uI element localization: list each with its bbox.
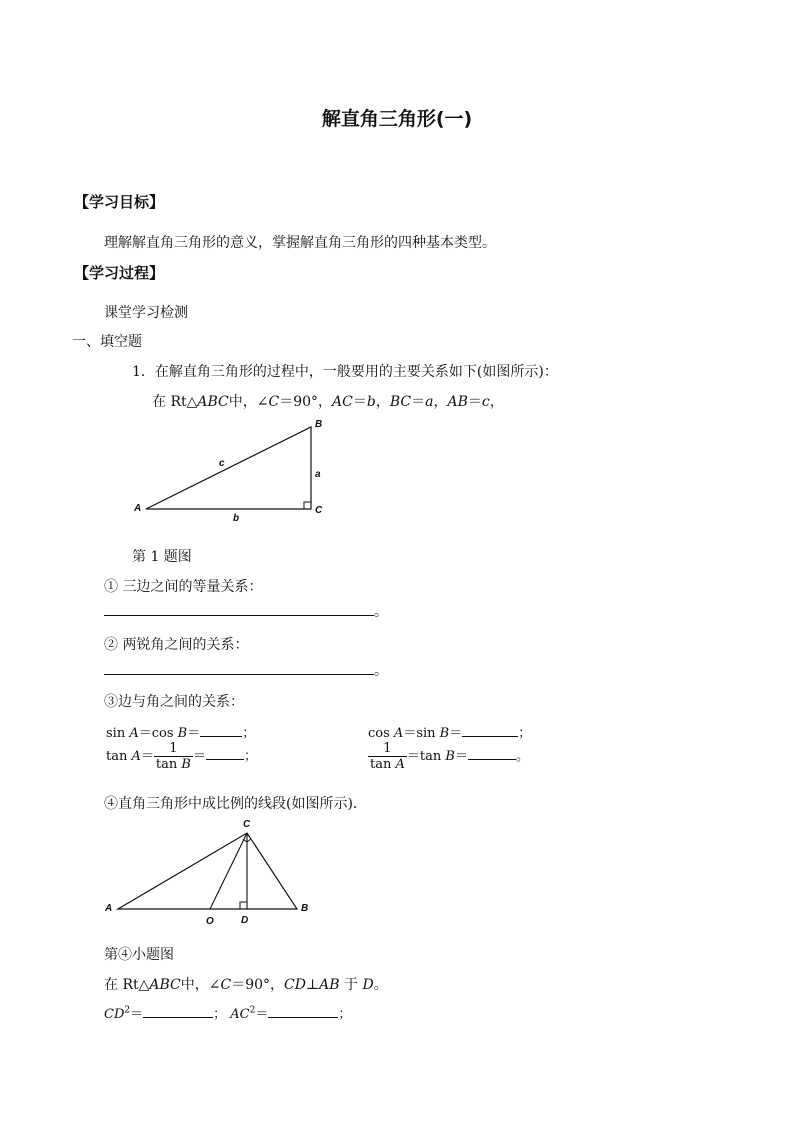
figure-1-vertex-a: A — [134, 503, 142, 514]
answer-blank[interactable] — [104, 601, 374, 616]
proportion-blanks: $CD^2=$ ； $AC^2=$ ； — [104, 1003, 351, 1022]
figure-2-vertex-b: B — [301, 903, 309, 914]
figure-1-caption: 第 1 题图 — [132, 549, 192, 565]
segment-co — [210, 833, 247, 909]
right-angle-marker-c — [304, 502, 311, 509]
figure-1-side-c: c — [219, 458, 225, 469]
answer-blank[interactable] — [268, 1003, 338, 1018]
formula-one-over-tan-a: $\frac{1}{\text{tan A}}$ ＝tan B＝ 。 — [370, 741, 529, 772]
item-4-label: ④直角三角形中成比例的线段(如图所示)． — [104, 796, 367, 812]
process-heading: 【学习过程】 — [74, 264, 165, 282]
item-2-answer-line: 。 — [104, 660, 388, 680]
fraction-one-over-tan-a: $\frac{1}{\text{tan A}}$ — [370, 741, 405, 772]
figure-2-condition: 在 Rt△ABC中，∠C＝90°，CD⊥AB 于 D。 — [104, 977, 388, 993]
goal-heading: 【学习目标】 — [74, 193, 165, 211]
figure-1-side-b: b — [233, 513, 240, 524]
answer-blank[interactable] — [462, 722, 518, 737]
figure-2-vertex-d: D — [241, 915, 249, 926]
classroom-check-label: 课堂学习检测 — [104, 305, 188, 321]
figure-1-vertex-c: C — [315, 505, 323, 516]
formula-cos-a: cos A＝sin B＝ ； — [368, 722, 531, 741]
item-1-label: ① 三边之间的等量关系： — [104, 579, 263, 595]
figure-2-vertex-c: C — [243, 819, 251, 830]
triangle-abc-shape — [146, 427, 311, 509]
answer-blank[interactable] — [200, 722, 242, 737]
right-angle-marker-c — [243, 839, 251, 842]
figure-2-vertex-a: A — [105, 903, 113, 914]
figure-1-vertex-b: B — [315, 419, 323, 430]
formula-sin-a: sin A＝cos B＝ ； — [106, 722, 255, 741]
item-3-label: ③边与角之间的关系： — [104, 694, 244, 710]
question-1-given: 在 Rt△ABC中，∠C＝90°，AC＝b，BC＝a，AB＝c， — [152, 394, 504, 410]
formula-tan-a: tan A＝ $\frac{1}{\text{tan B}}$ ＝ ； — [106, 741, 257, 772]
item-2-label: ② 两锐角之间的关系： — [104, 637, 249, 653]
part-one-heading: 一、填空题 — [72, 334, 142, 350]
answer-blank[interactable] — [143, 1003, 213, 1018]
figure-1-side-a: a — [315, 469, 321, 480]
figure-2-vertex-o: O — [206, 916, 214, 927]
answer-blank[interactable] — [468, 745, 516, 760]
page-title: 解直角三角形(一) — [321, 108, 473, 130]
answer-blank[interactable] — [104, 660, 374, 675]
triangle-abc-shape — [118, 833, 297, 909]
right-angle-marker-d — [240, 902, 247, 909]
fraction-one-over-tan-b: $\frac{1}{\text{tan B}}$ — [155, 741, 191, 772]
item-1-answer-line: 。 — [104, 601, 388, 621]
goal-text: 理解解直角三角形的意义，掌握解直角三角形的四种基本类型。 — [104, 235, 496, 251]
figure-2-caption: 第④小题图 — [104, 947, 174, 963]
answer-blank[interactable] — [206, 745, 244, 760]
question-1-stem: 1．在解直角三角形的过程中，一般要用的主要关系如下(如图所示)： — [132, 364, 558, 380]
